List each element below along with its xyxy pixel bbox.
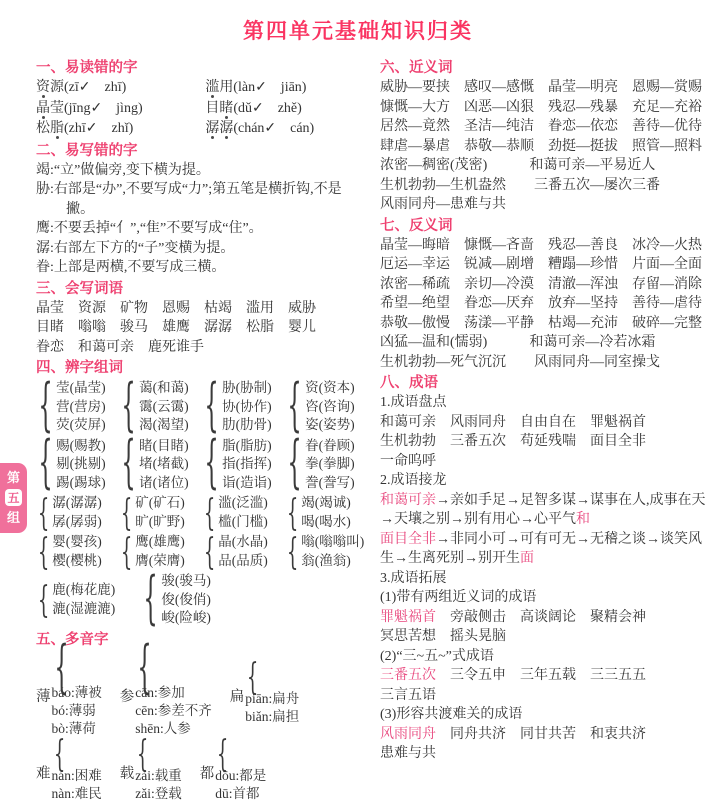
compare-item: 品(品质) bbox=[218, 552, 268, 568]
compare-item: 竭(竭诚) bbox=[301, 495, 351, 510]
words-list bbox=[36, 299, 368, 358]
compare-item: 滥(泛滥) bbox=[218, 495, 268, 510]
polyphone-entry bbox=[119, 634, 212, 738]
brace-icon: { bbox=[137, 732, 149, 775]
brace-icon: { bbox=[137, 634, 152, 701]
compare-item: 婴(婴孩) bbox=[52, 534, 102, 549]
compare-group bbox=[119, 430, 202, 497]
compare-item: 孱(孱弱) bbox=[52, 513, 102, 529]
text-line: 威胁—要挟 感叹—感慨 晶莹—明亮 恩赐—赏赐 bbox=[380, 80, 702, 95]
compare-item: 誊(誊写) bbox=[305, 474, 355, 490]
compare-group bbox=[119, 530, 202, 573]
unit-tab bbox=[0, 463, 27, 533]
text-line: 肆虐—暴虐 恭敬—恭顺 劲挺—挺拔 照管—照料 bbox=[380, 138, 702, 154]
text-line: 冥思苦想 摇头晃脑 bbox=[380, 629, 506, 644]
compare-group bbox=[202, 372, 285, 440]
text-line: 三番五次 三令五申 三年五载 三三五五 bbox=[380, 668, 646, 683]
compare-item: 脂(脂肪) bbox=[222, 437, 272, 453]
text-line: 和蔼可亲 风雨同舟 自由自在 罪魁祸首 bbox=[380, 414, 646, 430]
brace-icon: { bbox=[203, 530, 216, 573]
polyphone-char: 难 bbox=[36, 765, 51, 782]
polyphone-char: 载 bbox=[119, 765, 135, 782]
polyphone-reading: nán:困难 bbox=[51, 767, 102, 783]
column-right bbox=[380, 57, 712, 803]
compare-group bbox=[285, 430, 368, 497]
polyphone-entry bbox=[119, 732, 182, 803]
compare-item: 指(指挥) bbox=[222, 456, 272, 471]
polyphone-entry bbox=[230, 654, 300, 738]
compare-row bbox=[36, 491, 368, 534]
compare-item: 霭(云霭) bbox=[139, 398, 189, 414]
compare-item: 漉(湿漉漉) bbox=[52, 600, 116, 616]
text-line: 潺:右部左下方的“子”变横为提。 bbox=[36, 240, 235, 256]
brace-icon: { bbox=[53, 634, 69, 701]
compare-group bbox=[285, 530, 368, 573]
compare-item: 拳(拳脚) bbox=[305, 456, 355, 471]
compare-item: 诣(造诣) bbox=[222, 474, 272, 490]
compare-item: 资(资本) bbox=[305, 380, 355, 395]
text-segment: 松脂(zhī✓ zhǐ) bbox=[36, 121, 134, 136]
polyphone-reading: piān:扁舟 bbox=[245, 691, 300, 706]
compare-item: 剔(挑剔) bbox=[56, 456, 106, 471]
compare-item: 诸(诸位) bbox=[139, 474, 189, 490]
antonyms-list bbox=[380, 236, 712, 373]
text-line bbox=[36, 119, 368, 140]
brace-icon: { bbox=[121, 430, 136, 497]
compare-item: 眷(眷顾) bbox=[305, 437, 355, 453]
polyphone-reading: zài:载重 bbox=[135, 767, 182, 783]
page-title: 第四单元基础知识归类 bbox=[243, 20, 473, 43]
misread-list bbox=[36, 78, 368, 140]
polyphone-char: 参 bbox=[119, 689, 135, 705]
brace-icon: { bbox=[286, 530, 299, 573]
text-line: 生机勃勃 三番五次 苟延残喘 面目全非 bbox=[380, 434, 646, 449]
compare-item: 俊(俊俏) bbox=[161, 591, 211, 607]
text-line: 居然—竟然 圣洁—纯洁 眷恋—依恋 善待—优待 bbox=[380, 119, 702, 134]
polyphone-reading: zǎi:登载 bbox=[135, 785, 182, 801]
brace-icon: { bbox=[287, 430, 302, 497]
section-title-miswrite: 二、易写错的字 bbox=[36, 142, 138, 159]
text-line: 浓密—稠密(茂密) 和蔼可亲—平易近人 bbox=[380, 158, 656, 173]
compare-group bbox=[202, 491, 285, 534]
compare-item: 营(营房) bbox=[56, 398, 106, 414]
compare-group bbox=[285, 491, 368, 534]
text-line: 晶莹—晦暗 慷慨—吝啬 残忍—善良 冰冷—火热 bbox=[380, 237, 702, 253]
compare-group bbox=[119, 372, 202, 440]
text-line: 凶猛—温和(懦弱) 和蔼可亲—冷若冰霜 bbox=[380, 335, 656, 350]
compare-item: 翁(渔翁) bbox=[301, 552, 351, 568]
compare-group bbox=[36, 491, 119, 534]
text-line: 眷恋 和蔼可亲 鹿死谁手 bbox=[36, 339, 204, 355]
polyphone-char: 扁 bbox=[229, 689, 245, 705]
text-line: 风雨同舟 同舟共济 同甘共苦 和衷共济 bbox=[380, 726, 646, 742]
text-line: 目睹 嗡嗡 骏马 雄鹰 潺潺 松脂 婴儿 bbox=[36, 320, 316, 335]
brace-icon: { bbox=[143, 565, 158, 633]
compare-item: 喝(喝水) bbox=[301, 513, 351, 529]
compare-group bbox=[36, 372, 119, 440]
brace-icon: { bbox=[247, 656, 259, 698]
text-line: 竭:“立”做偏旁,变下横为提。 bbox=[36, 162, 210, 178]
brace-icon: { bbox=[121, 372, 136, 440]
polyphone-reading: bó:薄弱 bbox=[51, 702, 96, 718]
text-line: 和蔼可亲→亲如手足→足智多谋→谋事在人,成事在天→天壤之别→别有用心→心平气和 bbox=[380, 492, 706, 527]
brace-icon: { bbox=[53, 732, 65, 775]
compare-item: 姿(姿势) bbox=[305, 417, 355, 432]
polyphone-reading: nàn:难民 bbox=[51, 785, 102, 801]
section-title-synonyms: 六、近义词 bbox=[380, 60, 453, 76]
brace-icon: { bbox=[38, 372, 53, 440]
compare-item: 赐(赐教) bbox=[56, 437, 106, 453]
compare-item: 樱(樱桃) bbox=[52, 552, 102, 568]
brace-icon: { bbox=[287, 372, 302, 440]
compare-group bbox=[119, 491, 202, 534]
brace-icon: { bbox=[37, 530, 50, 573]
brace-icon: { bbox=[38, 430, 53, 497]
text-line: 罪魁祸首 旁敲侧击 高谈阔论 聚精会神 bbox=[380, 609, 646, 625]
polyphone-reading: báo:薄被 bbox=[51, 684, 102, 700]
text-line: 患难与共 bbox=[380, 746, 436, 761]
polyphone-reading: dū:首都 bbox=[215, 785, 260, 801]
compare-item: 潺(潺潺) bbox=[52, 495, 102, 510]
polyphone-row bbox=[36, 732, 368, 803]
compare-item: 晶(水晶) bbox=[218, 534, 268, 549]
brace-icon: { bbox=[204, 430, 219, 497]
compare-item: 峻(险峻) bbox=[161, 610, 211, 625]
compare-item: 骏(骏马) bbox=[161, 573, 211, 588]
compare-group bbox=[285, 372, 368, 440]
text-line: 厄运—幸运 锐减—剧增 糟蹋—珍惜 片面—全面 bbox=[380, 257, 702, 272]
text-line: 三言五语 bbox=[380, 687, 436, 703]
text-line: 晶莹 资源 矿物 恩赐 枯竭 滥用 威胁 bbox=[36, 300, 316, 316]
text-line: 鹰:不要丢掉“亻”,“隹”不要写成“住”。 bbox=[36, 221, 263, 236]
compare-item: 嗡(嗡嗡叫) bbox=[301, 534, 365, 549]
polyphone-reading: shēn:人参 bbox=[135, 720, 191, 736]
compare-item: 堵(堵截) bbox=[139, 456, 189, 471]
compare-item: 莹(晶莹) bbox=[56, 380, 106, 395]
brace-icon: { bbox=[217, 732, 229, 775]
compare-row bbox=[36, 372, 368, 440]
compare-item: 咨(咨询) bbox=[305, 398, 355, 414]
compare-grid bbox=[36, 372, 368, 633]
text-line: 眷:上部是两横,不要写成三横。 bbox=[36, 260, 226, 275]
text-line bbox=[36, 78, 368, 99]
compare-item: 荧(荧屏) bbox=[56, 417, 106, 432]
brace-icon: { bbox=[37, 578, 50, 621]
brace-icon: { bbox=[286, 491, 299, 534]
polyphone-reading: cān:参加 bbox=[135, 684, 185, 700]
compare-item: 槛(门槛) bbox=[218, 513, 268, 529]
tab-char-1: 第 bbox=[6, 470, 20, 485]
text-segment: 潺潺(chán✓ cán) bbox=[205, 121, 315, 136]
polyphone-entry bbox=[36, 732, 102, 803]
compare-item: 渴(渴望) bbox=[139, 417, 189, 432]
compare-item: 睹(目睹) bbox=[139, 437, 189, 453]
compare-item: 矿(矿石) bbox=[135, 495, 185, 510]
compare-item: 鹰(雄鹰) bbox=[135, 534, 185, 549]
text-line: 面目全非→非同小可→可有可无→无稽之谈→谈笑风生→生离死别→别开生面 bbox=[380, 531, 702, 566]
idioms-list bbox=[380, 393, 712, 764]
polyphone-char: 都 bbox=[199, 765, 215, 782]
text-line bbox=[36, 99, 368, 120]
compare-item: 肋(肋骨) bbox=[222, 417, 272, 432]
text-line: (1)带有两组近义词的成语 bbox=[380, 590, 537, 605]
text-line: 慷慨—大方 凶恶—凶狠 残忍—残暴 充足—充裕 bbox=[380, 99, 702, 115]
compare-row bbox=[36, 430, 368, 497]
text-line: 恭敬—傲慢 荡漾—平静 枯竭—充沛 破碎—完整 bbox=[380, 315, 702, 331]
compare-group bbox=[36, 530, 119, 573]
polyphone-reading: cēn:参差不齐 bbox=[135, 702, 212, 718]
text-segment: 滥用(làn✓ jiān) bbox=[205, 80, 307, 95]
text-line: 希望—绝望 眷恋—厌弃 放弃—坚持 善待—虐待 bbox=[380, 296, 702, 311]
text-line: 3.成语拓展 bbox=[380, 570, 447, 586]
text-line: 风雨同舟—患难与共 bbox=[380, 197, 506, 212]
column-left bbox=[36, 57, 368, 803]
text-line: 生机勃勃—生机盎然 三番五次—屡次三番 bbox=[380, 177, 660, 193]
brace-icon: { bbox=[204, 372, 219, 440]
compare-group bbox=[36, 572, 115, 628]
text-segment: 资源(zī✓ zhī) bbox=[36, 80, 127, 95]
compare-item: 旷(旷野) bbox=[135, 513, 185, 529]
text-line: (2)“三~五~”式成语 bbox=[380, 648, 494, 664]
section-title-polyphone: 五、多音字 bbox=[36, 631, 109, 648]
brace-icon: { bbox=[120, 530, 133, 573]
compare-group bbox=[202, 430, 285, 497]
section-title-idioms: 八、成语 bbox=[380, 375, 438, 391]
compare-item: 膺(荣膺) bbox=[135, 552, 185, 568]
text-line: 胁:右部是“办”,不要写成“力”;第五笔是横折钩,不是撇。 bbox=[36, 182, 342, 217]
compare-group bbox=[36, 430, 119, 497]
compare-item: 胁(胁制) bbox=[222, 380, 272, 395]
text-line: 一命呜呼 bbox=[380, 453, 436, 469]
compare-row bbox=[36, 530, 368, 573]
text-line: 浓密—稀疏 亲切—冷漠 清澈—浑浊 存留—消除 bbox=[380, 276, 702, 292]
synonyms-list bbox=[380, 78, 712, 215]
content-columns bbox=[0, 45, 716, 803]
text-line: 2.成语接龙 bbox=[380, 473, 447, 488]
text-line: (3)形容共渡难关的成语 bbox=[380, 707, 523, 722]
text-segment: 目睹(dǔ✓ zhě) bbox=[205, 100, 302, 116]
tab-char-2: 五 bbox=[5, 489, 22, 506]
text-line: 1.成语盘点 bbox=[380, 395, 447, 410]
brace-icon: { bbox=[37, 491, 50, 534]
brace-icon: { bbox=[203, 491, 216, 534]
compare-item: 协(协作) bbox=[222, 398, 272, 414]
compare-item: 鹿(梅花鹿) bbox=[52, 582, 116, 598]
section-title-misread: 一、易读错的字 bbox=[36, 60, 138, 76]
compare-item: 踢(踢球) bbox=[56, 474, 106, 490]
polyphone-reading: dōu:都是 bbox=[215, 767, 267, 783]
miswrite-list bbox=[36, 161, 368, 278]
section-title-compare: 四、辨字组词 bbox=[36, 360, 123, 376]
compare-row bbox=[36, 565, 368, 633]
tab-char-3: 组 bbox=[6, 510, 20, 525]
polyphone-reading: bò:薄荷 bbox=[51, 720, 96, 736]
section-title-words: 三、会写词语 bbox=[36, 280, 123, 297]
polyphone-char: 薄 bbox=[36, 689, 51, 705]
compare-group bbox=[141, 565, 211, 633]
brace-icon: { bbox=[120, 491, 133, 534]
section-title-antonyms: 七、反义词 bbox=[380, 217, 453, 234]
text-line: 生机勃勃—死气沉沉 风雨同舟—同室操戈 bbox=[380, 354, 660, 370]
text-segment: 晶莹(jīng✓ jìng) bbox=[36, 100, 143, 116]
polyphone-entry bbox=[199, 732, 267, 803]
compare-group bbox=[202, 530, 285, 573]
compare-item: 蔼(和蔼) bbox=[139, 380, 189, 395]
polyphone-reading: biǎn:扁担 bbox=[245, 709, 300, 724]
